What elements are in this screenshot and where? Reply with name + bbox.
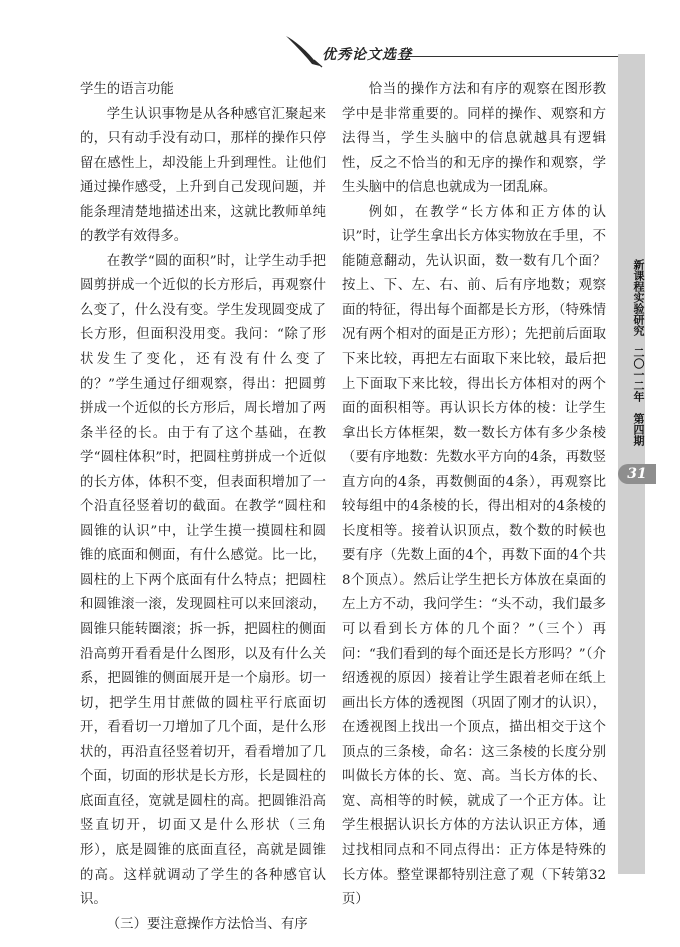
header-rule	[408, 56, 640, 57]
paragraph: 学生认识事物是从各种感官汇聚起来的，只有动手没有动口，那样的操作只停留在感性上，却没能上升到理性。让他们通过操作感受，上升到自己发现问题，并能条理清楚地描述出来，这就比教师单纯的教学有效得多。	[80, 106, 326, 245]
journal-name: 新课程实验研究	[632, 258, 645, 336]
page-header	[0, 0, 680, 70]
journal-year: 二〇一二年	[632, 346, 645, 402]
page-number: 31	[618, 464, 656, 484]
journal-info	[618, 222, 645, 482]
paragraph: 在教学“圆的面积”时，让学生动手把圆剪拼成一个近似的长方形后，再观察什么变了，什么没有变。学生发现圆变成了长方形，但面积没用变。我问：“除了形状发生了变化，还有没有什么变了的？”学生通过仔细观察，得出：把圆剪拼成一个近似的长方形后，周长增加了两条半径的长。由于有了这个基础，在教学“圆柱体积”时，把圆柱剪拼成一个近似的长方体，体积不变，但表面积增加了一个沿直径竖着切的截面。在教学“圆柱和圆锥的认识”中，让学生摸一摸圆柱和圆锥的底面和侧面，有什么感觉。比一比，圆柱的上下两个底面有什么特点；把圆柱和圆锥滚一滚，发现圆柱可以来回滚动，圆锥只能转圈滚；拆一拆，把圆柱的侧面沿高剪开看看是什么图形，以及有什么关系，把圆锥的侧面展开是一个扇形。切一切，把学生用甘蔗做的圆柱平行底面切开，看看切一刀增加了几个面，是什么形状的，再沿直径竖着切开，看看增加了几个面，切面的形状是长方形，长是圆柱的底面直径，宽就是圆柱的高。把圆锥沿高竖直切开，切面又是什么形状（三角形），底是圆锥的底面直径，高就是圆锥的高。这样就调动了学生的各种感官认识。	[80, 253, 326, 908]
paragraph: 恰当的操作方法和有序的观察在图形教学中是非常重要的。同样的操作、观察和方法得当，学生头脑中的信息就越具有逻辑性，反之不恰当的和无序的操作和观察，学生头脑中的信息也就成为一团乱麻。	[342, 82, 606, 196]
subheading: （三）要注意操作方法恰当、有序	[106, 916, 308, 932]
paragraph: 学生的语言功能	[80, 82, 174, 97]
journal-issue: 第四期	[632, 412, 645, 446]
paragraph: 例如，在教学“长方体和正方体的认识”时，让学生拿出长方体实物放在手里，不能随意翻动，先认识面，数一数有几个面？按上、下、左、右、前、后有序地数；观察面的特征，得出每个面都是长方形，（特殊情况有两个相对的面是正方形）；先把前后面取下来比较，再把左右面取下来比较，最后把上下面取下来比较，得出长方体相对的两个面的面积相等。再认识长方体的棱：让学生拿出长方体框架，数一数长方体有多少条棱（要有序地数：先数水平方向的4条，再数竖直方向的4条，再数侧面的4条），再观察比较每组中的4条棱的长，得出相对的4条棱的长度相等。接着认识顶点，数个数的时候也要有序（先数上面的4个，再数下面的4个共8个顶点）。然后让学生把长方体放在桌面的左上方不动，我问学生：“头不动，我们最多可以看到长方体的几个面？”（三个）再问：“我们看到的每个面还是长方形吗？”（介绍透视的原因）接着让学生跟着老师在纸上画出长方体的透视图（巩固了刚才的认识），在透视图上找出一个顶点，描出相交于这个顶点的三条棱，命名：这三条棱的长度分别叫做长方体的长、宽、高。当长方体的长、宽、高相等的时候，就成了一个正方体。让学生根据认识长方体的方法认识正方体，通过找相同点和不同点得出：正方体是特殊的长方体。整堂课都特别注意了观（下转第32页）	[342, 204, 606, 908]
section-title: 优秀论文选登	[322, 47, 412, 63]
left-column	[80, 78, 326, 937]
right-column	[342, 78, 606, 913]
pen-nib-icon	[284, 34, 324, 68]
